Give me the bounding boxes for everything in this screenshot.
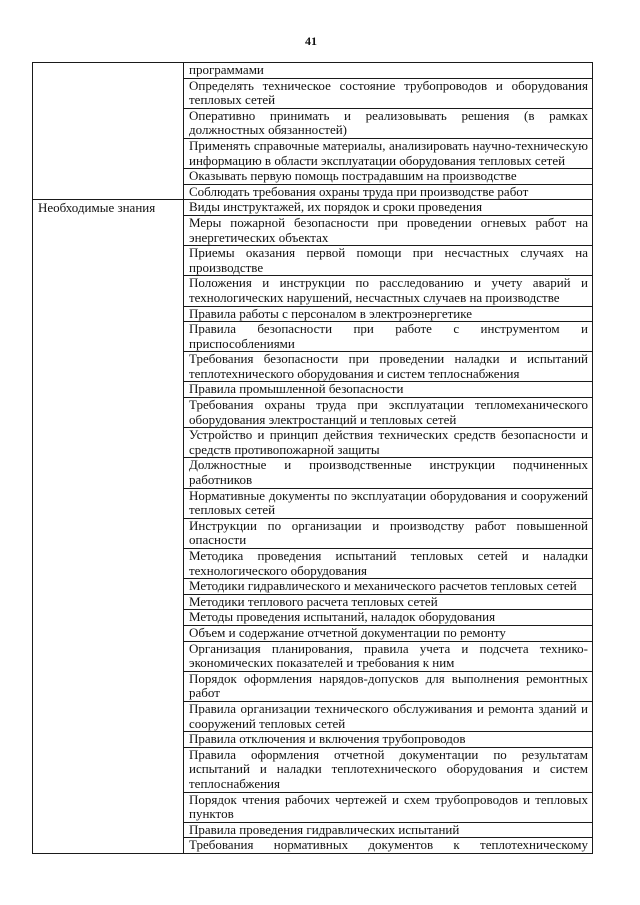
requirement-item: Устройство и принцип действия технических средств безопасности и средств противопожарной защиты [184,428,593,458]
requirement-item: Должностные и производственные инструкции подчиненных работников [184,458,593,488]
requirement-item: Организация планирования, правила учета и подсчета технико-экономических показателей и требования к ним [184,641,593,671]
requirement-item: Меры пожарной безопасности при проведении огневых работ на энергетических объектах [184,215,593,245]
requirement-item: Применять справочные материалы, анализировать научно-техническую информацию в области эксплуатации оборудования тепловых сетей [184,138,593,168]
requirement-item: Требования нормативных документов к теплотехническому [184,838,593,854]
section-label [33,63,184,200]
requirement-item: Требования охраны труда при эксплуатации тепломеханического оборудования электростанций и тепловых сетей [184,398,593,428]
requirement-item: Правила отключения и включения трубопроводов [184,732,593,748]
page-number: 41 [305,34,317,48]
requirement-item: Правила работы с персоналом в электроэнергетике [184,306,593,322]
requirement-item: Методики теплового расчета тепловых сетей [184,594,593,610]
section-label: Необходимые знания [33,200,184,854]
requirement-item: Правила организации технического обслуживания и ремонта зданий и сооружений тепловых сетей [184,701,593,731]
requirement-item: Методы проведения испытаний, наладок оборудования [184,610,593,626]
requirement-item: Нормативные документы по эксплуатации оборудования и сооружений тепловых сетей [184,488,593,518]
table-row [33,200,593,216]
requirement-item: Объем и содержание отчетной документации по ремонту [184,625,593,641]
requirement-item: Правила проведения гидравлических испытаний [184,822,593,838]
requirement-item: Положения и инструкции по расследованию и учету аварий и технологических нарушений, несчастных случаев на производстве [184,276,593,306]
requirement-item: Методики гидравлического и механического расчетов тепловых сетей [184,579,593,595]
requirement-item: Правила безопасности при работе с инструментом и приспособлениями [184,322,593,352]
requirement-item: Инструкции по организации и производству работ повышенной опасности [184,518,593,548]
requirement-item: Порядок чтения рабочих чертежей и схем трубопроводов и тепловых пунктов [184,792,593,822]
requirement-item: Требования безопасности при проведении наладки и испытаний теплотехнического оборудования и систем теплоснабжения [184,352,593,382]
requirement-item: Виды инструктажей, их порядок и сроки проведения [184,200,593,216]
requirement-item: Оперативно принимать и реализовывать решения (в рамках должностных обязанностей) [184,108,593,138]
requirement-item: Приемы оказания первой помощи при несчастных случаях на производстве [184,246,593,276]
requirement-item: Оказывать первую помощь пострадавшим на производстве [184,169,593,185]
requirement-item: Методика проведения испытаний тепловых сетей и наладки технологического оборудования [184,549,593,579]
requirement-item: Правила оформления отчетной документации по результатам испытаний и наладки теплотехнического оборудования и систем теплоснабжения [184,747,593,792]
requirements-table [32,62,593,854]
table-row [33,63,593,79]
requirement-item: Порядок оформления нарядов-допусков для выполнения ремонтных работ [184,671,593,701]
requirement-item: Правила промышленной безопасности [184,382,593,398]
requirement-item: Определять техническое состояние трубопроводов и оборудования тепловых сетей [184,78,593,108]
requirement-item: программами [184,63,593,79]
table-body [33,63,593,854]
requirement-item: Соблюдать требования охраны труда при производстве работ [184,184,593,200]
